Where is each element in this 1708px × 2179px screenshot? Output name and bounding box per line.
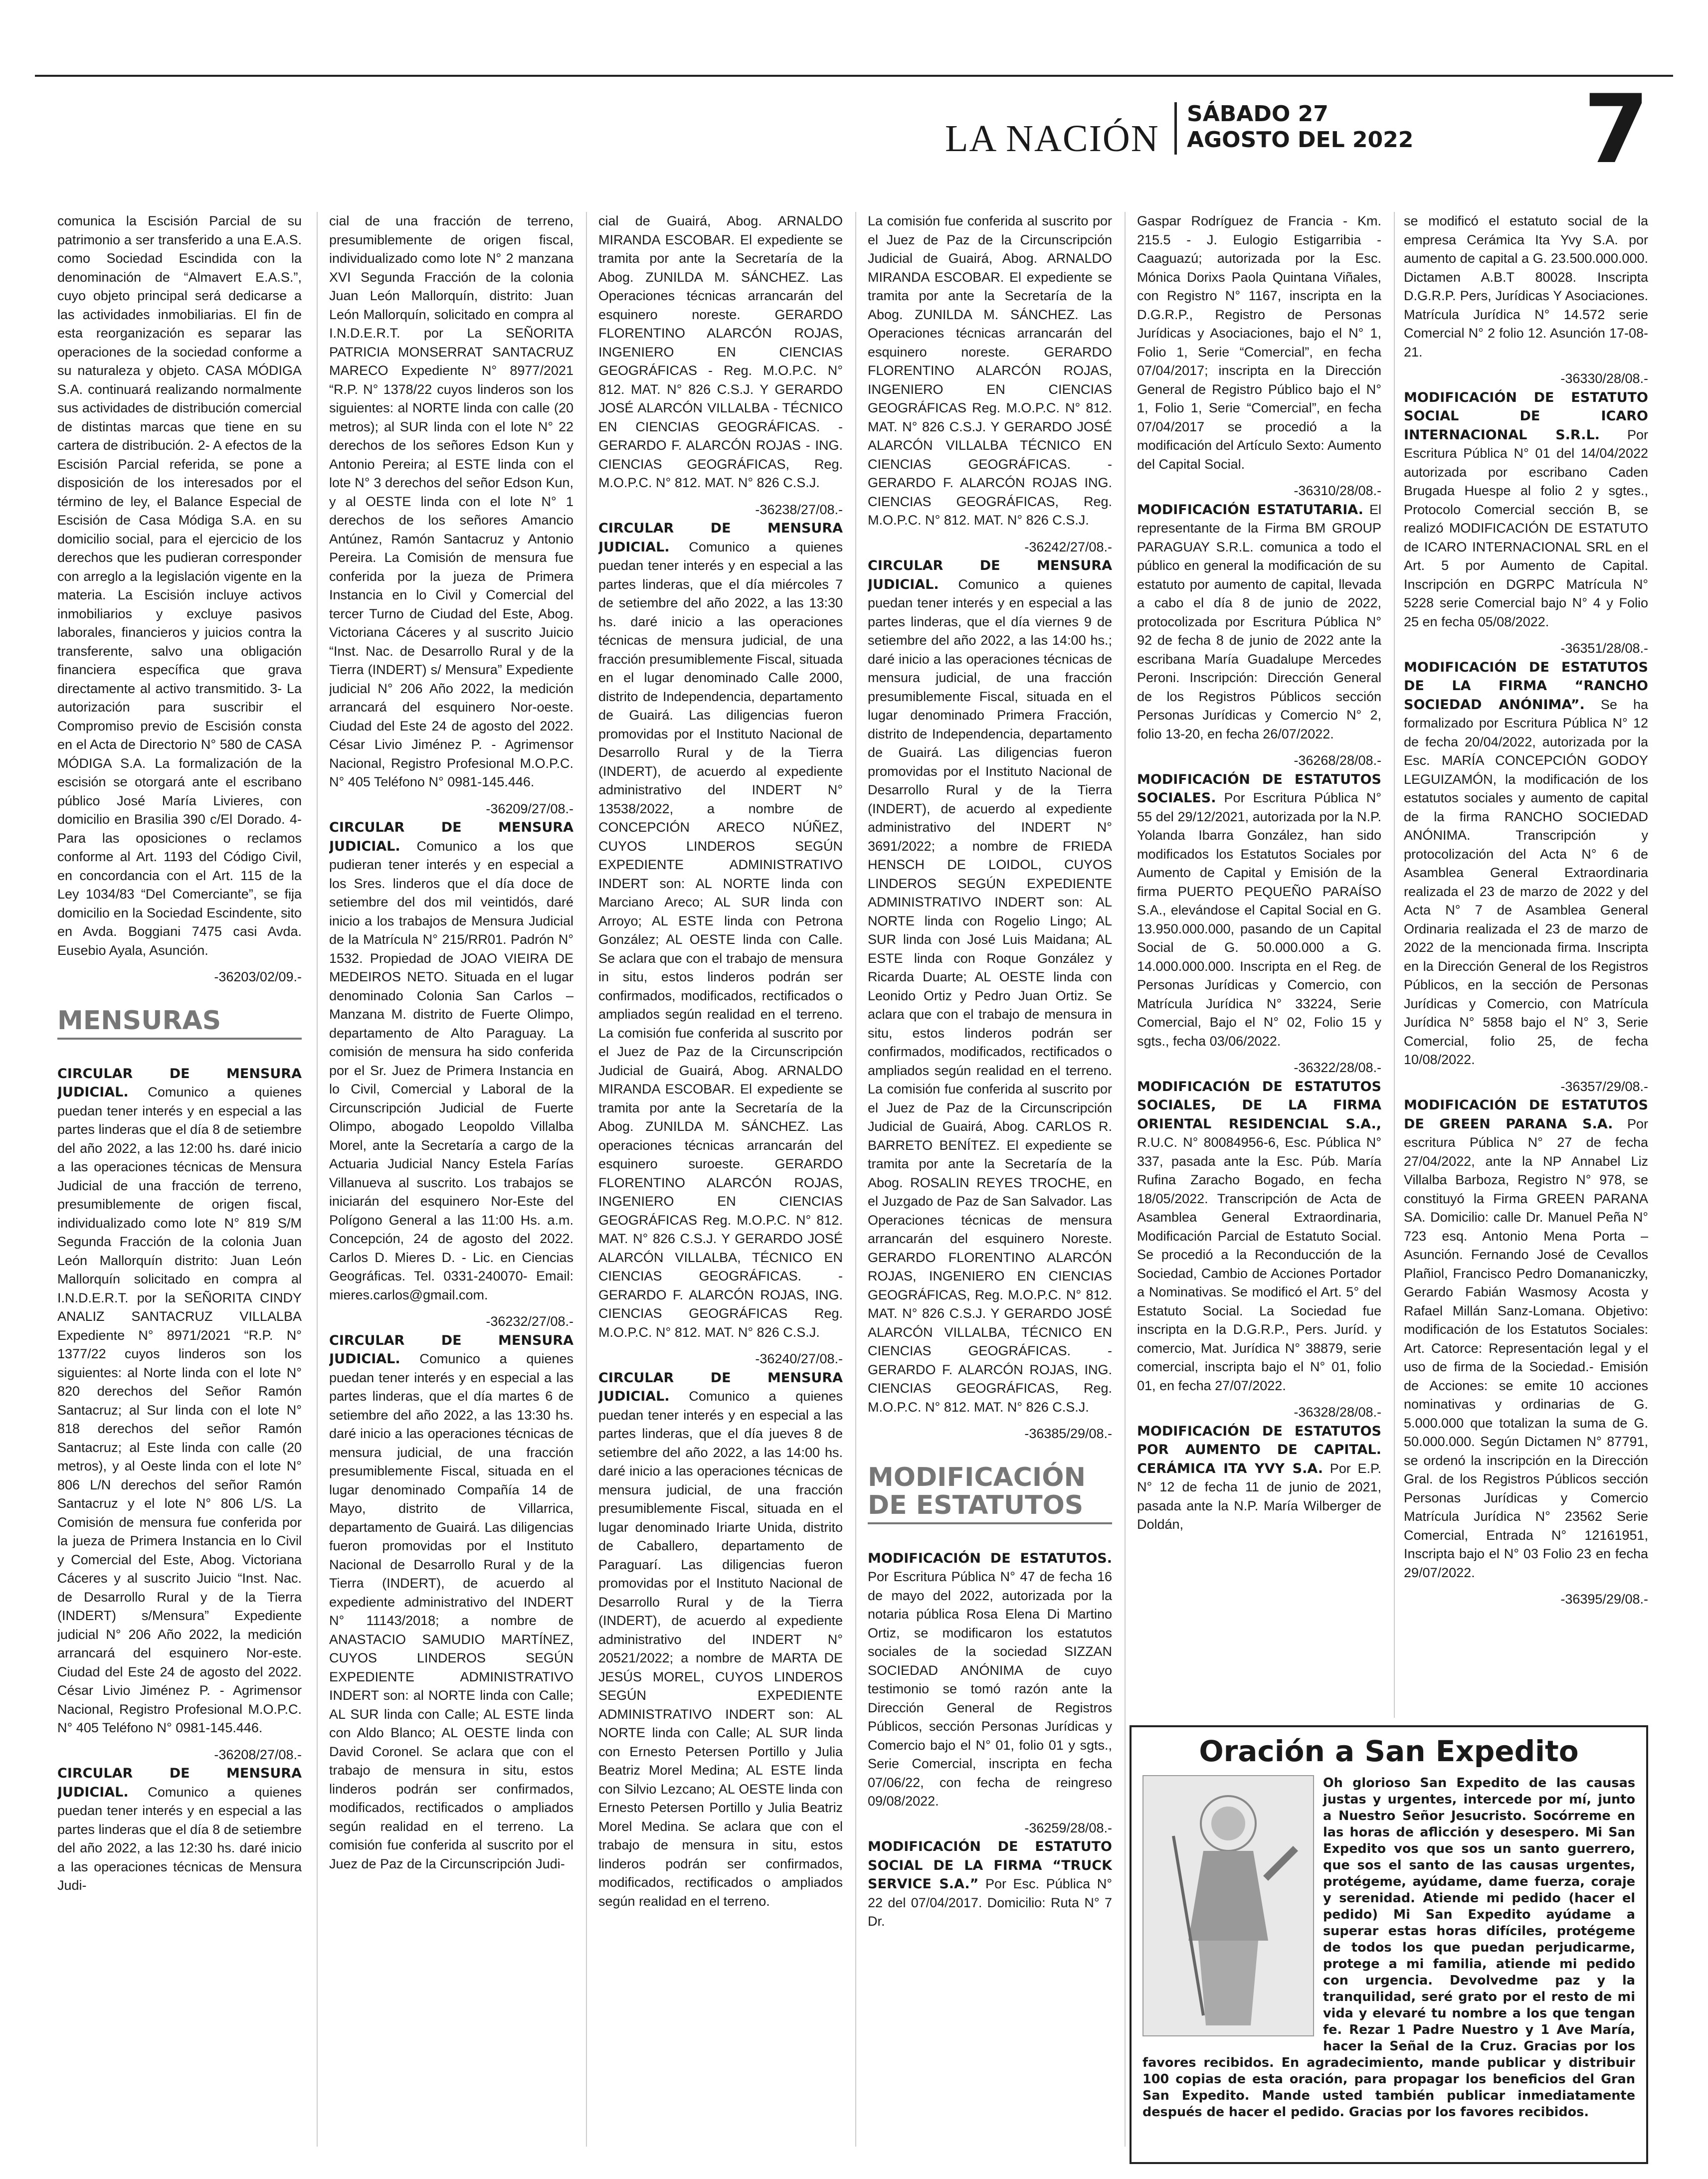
notice-text: Por Escritura Pública N° 55 del 29/12/2021, autorizada por la N.P. Yolanda Ibarra González, han sido modificados los Estatutos Sociales por Aumento de Capital y Emisión de la firma PUERTO PEQUEÑO PARAÍSO S.A., elevándose el Capital Social en G. 13.950.000.000, pasando de un Capital Social de G. 50.000.000 a G. 14.000.000.000. Inscripta en el Reg. de Personas Jurídicas y Comercio, con Matrícula Jurídica N° 33224, Serie Comercial, Bajo el N° 02, Folio 15 y sgts., fecha 03/06/2022. [1137, 790, 1381, 1049]
column-divider [317, 212, 318, 2147]
notice-title: CIRCULAR DE MENSURA JUDICIAL. [868, 558, 1112, 592]
notice-title: MODIFICACIÓN DE ESTATUTOS. [868, 1550, 1112, 1566]
issue-day: SÁBADO 27 [1187, 101, 1328, 127]
section-heading-modificacion-de-estatutos: MODIFICACIÓN DE ESTATUTOS [868, 1463, 1112, 1524]
notice-text: Comunico a quienes puedan tener interés y en especial a las partes linderas, que el día jueves 8 de setiembre del año 2022, a las 14:00 hs. daré inicio a las operaciones técnicas de mensura judicial, de una fracción presumiblemente Fiscal, situada en el lugar denominado Iriarte Unida, distrito de Caballero, departamento de Paraguarí. Las diligencias fueron promovidas por el Instituto Nacional de Desarrollo Rural y de la Tierra (INDERT), de acuerdo al expediente administrativo del INDERT N° 20521/2022; a nombre de MARTA DE JESÚS MOREL, CUYOS LINDEROS SEGÚN EXPEDIENTE ADMINISTRATIVO INDERT son: AL NORTE linda con Calle; AL SUR linda con Ernesto Petersen Portillo y Julia Beatriz Morel Medina; AL ESTE linda con Silvio Lezcano; AL OESTE linda con Ernesto Petersen Portillo y Julia Beatriz Morel Medina. Se aclara que con el trabajo de mensura in situ, estos linderos podrán ser confirmados, modificados, rectificados o ampliados según realidad en el terreno. [598, 1389, 843, 1909]
notice-text: La comisión fue conferida al suscrito por el Juez de Paz de la Circunscripción Judicial de Guairá, Abog. ARNALDO MIRANDA ESCOBAR. El expediente se tramita por ante la Secretaría de la Abog. ZUNILDA M. SÁNCHEZ. Las Operaciones técnicas arrancarán del esquinero noreste. GERARDO FLORENTINO ALARCÓN ROJAS, INGENIERO EN CIENCIAS GEOGRÁFICAS Reg. M.O.P.C. N° 812. MAT. N° 826 C.S.J. Y GERARDO JOSÉ ALARCÓN VILLALBA TÉCNICO EN CIENCIAS GEOGRÁFICAS. - GERARDO F. ALARCÓN ROJAS ING. CIENCIAS GEOGRÁFICAS, Reg. M.O.P.C. N° 812. MAT. N° 826 C.S.J. [868, 213, 1112, 528]
notice-text: cial de Guairá, Abog. ARNALDO MIRANDA ESCOBAR. El expediente se tramita por ante la Secretaría de la Abog. ZUNILDA M. SÁNCHEZ. Las Operaciones técnicas arrancarán del esquinero noreste. GERARDO FLORENTINO ALARCÓN ROJAS, INGENIERO EN CIENCIAS GEOGRÁFICAS - Reg. M.O.P.C. N° 812. MAT. N° 826 C.S.J. Y GERARDO JOSÉ ALARCÓN VILLALBA - TÉCNICO EN CIENCIAS GEOGRÁFICAS. - GERARDO F. ALARCÓN ROJAS - ING. CIENCIAS GEOGRÁFICAS, Reg. M.O.P.C. N° 812. MAT. N° 826 C.S.J. [598, 213, 843, 490]
notice-text: Gaspar Rodríguez de Francia - Km. 215.5 - J. Eulogio Estigarribia - Caaguazú; autorizada por la Esc. Mónica Dorixs Paola Quintana Viñales, con Registro N° 1167, inscripta en la D.G.R.P., Registro de Personas Jurídicas y Asociaciones, bajo el N° 1, Folio 1, Serie “Comercial”, en fecha 07/04/2017; inscripta en la Dirección General de Registro Público bajo el N° 1, Folio 1, Serie “Comercial”, en fecha 07/04/2017 se procedió a la modificación del Artículo Sexto: Aumento del Capital Social. [1137, 213, 1381, 472]
notice-text: Comunico a los que pudieran tener interés y en especial a los Sres. linderos que el día doce de setiembre del dos mil veintidós, daré inicio a los trabajos de Mensura Judicial de la Matrícula N° 215/RR01. Padrón N° 1532. Propiedad de JOAO VIEIRA DE MEDEIROS NETO. Situada en el lugar denominado Colonia San Carlos – Manzana M. distrito de Fuerte Olimpo, departamento de Alto Paraguay. La comisión de mensura ha sido conferida por el Sr. Juez de Primera Instancia en lo Civil, Comercial y Laboral de la Circunscripción Judicial de Fuerte Olimpo, abogado Leopoldo Villalba Morel, ante la Secretaría a cargo de la Actuaria Judicial Nancy Estela Farías Villanueva al suscrito. Los trabajos se iniciarán del esquinero Nor-Este del Polígono General a las 11:00 Hs. a.m. Concepción, 24 de agosto del 2022. Carlos D. Mieres D. - Lic. en Ciencias Geográficas. Tel. 0331-240070- Email: mieres.carlos@gmail.com. [329, 838, 573, 1302]
column-divider [586, 212, 587, 2147]
notice-ref: -36268/28/08.- [1294, 753, 1381, 768]
notice-text: se modificó el estatuto social de la empresa Cerámica Ita Yvy S.A. por aumento de capital a G. 23.500.000.000. Dictamen A.B.T 80028. Inscripta D.G.R.P. Pers, Jurídicas Y Asociaciones. Matrícula Jurídica N° 14.572 serie Comercial N° 2 folio 12. Asunción 17-08-21. [1404, 213, 1648, 360]
column-3 [598, 212, 843, 2147]
notice-text: Comunico a quienes puedan tener interés y en especial a las partes linderas que el día 8 de setiembre del año 2022, a las 12:30 hs. daré inicio a las operaciones técnicas de Mensura Judi- [57, 1784, 302, 1893]
notice-text: R.U.C. N° 80084956-6, Esc. Pública N° 337, pasada ante la Esc. Púb. María Rufina Zaracho Bogado, en fecha 18/05/2022. Transcripción de Acta de Asamblea General Extraordinaria, Modificación Parcial de Estatuto Social. Se procedió a la Reconducción de la Sociedad, Cambio de Acciones Portador a Nominativas. Se modificó el Art. 5° del Estatuto Social. La Sociedad fue inscripta en la D.G.R.P., Pers. Juríd. y comercio, Mat. Jurídica N° 38879, serie comercial, inscripta bajo el N° 01, folio 01, en fecha 27/07/2022. [1137, 1135, 1381, 1393]
notice-ref: -36238/27/08.- [755, 502, 843, 517]
page-number: 7 [1583, 74, 1650, 184]
masthead [0, 74, 1708, 184]
saint-figure-icon [1143, 1776, 1313, 2035]
notice-text: comunica la Escisión Parcial de su patrimonio a ser transferido a una E.A.S. como Sociedad Escindida con la denominación de “Almavert E.A.S.”, cuyo objeto principal será dedicarse a las actividades inmobiliarias. El fin de esta reorganización es separar las operaciones de la sociedad conforme a su naturaleza y objeto. CASA MÓDIGA S.A. continuará realizando normalmente sus actividades de distribución comercial de distintas marcas que tiene en su cartera de distribución. 2- A efectos de la Escisión Parcial referida, se pone a disposición de los interesados por el término de ley, el Balance Especial de Escisión de Casa Módiga S.A. en su domicilio social, para el ejercicio de los derechos que les pudieran corresponder con arreglo a la legislación vigente en la materia. La Escisión incluye activos inmobiliarios y excluye pasivos laborales, financieros y juicios contra la transferente, salvo una obligación financiera específica que grava directamente al activo transmitido. 3- La autorización para suscribir el Compromiso previo de Escisión consta en el Acta de Directorio N° 580 de CASA MÓDIGA S.A. La formalización de la escisión se otorgará ante el escribano público José María Livieres, con domicilio en Brasilia 390 c/El Dorado. 4- Para las oposiciones o reclamos conforme al Art. 1193 del Código Civil, en concordancia con el Art. 115 de la Ley 1034/83 “Del Comerciante”, se fija domicilio en la Sociedad Escindente, sito en Avda. Boggiani 7475 casi Avda. Eusebio Ayala, Asunción. [57, 213, 302, 958]
notice-title: MODIFICACIÓN DE ESTATUTOS DE LA FIRMA “RANCHO SOCIEDAD ANÓNIMA”. [1404, 659, 1648, 713]
notice-ref: -36328/28/08.- [1294, 1405, 1381, 1420]
column-divider [1394, 212, 1395, 1718]
notice-ref: -36385/29/08.- [1024, 1426, 1112, 1441]
newspaper-name: LA NACIÓN [945, 118, 1159, 160]
notice-text: Comunico a quienes puedan tener interés y en especial a las partes linderas, que el día viernes 9 de setiembre del año 2022, a las 14:00 hs.; daré inicio a las operaciones técnicas de mensura judicial, de una fracción presumiblemente Fiscal, situada en el lugar denominado Primera Fracción, distrito de Independencia, departamento de Guairá. Las diligencias fueron promovidas por el Instituto Nacional de Desarrollo Rural y de la Tierra (INDERT), de acuerdo al expediente administrativo del INDERT N° 3691/2022; a nombre de FRIEDA HENSCH DE LOIDOL, CUYOS LINDEROS SEGÚN EXPEDIENTE ADMINISTRATIVO INDERT son: AL NORTE linda con Rogelio Lingo; AL SUR linda con José Luis Maidana; AL ESTE linda con Roque González y Ricarda Duarte; AL OESTE linda con Leonido Ortiz y Pedro Juan Ortiz. Se aclara que con el trabajo de mensura in situ, estos linderos podrán ser confirmados, modificados, rectificados o ampliados según realidad en el terreno. La comisión fue conferida al suscrito por el Juez de Paz de la Circunscripción Judicial de Guairá, Abog. CARLOS R. BARRETO BENÍTEZ. El expediente se tramita por ante la Secretaría de la Abog. ROSALIN REYES TROCHE, en el Juzgado de Paz de San Salvador. Las Operaciones técnicas de mensura arrancarán del esquinero Noreste. GERARDO FLORENTINO ALARCÓN ROJAS, INGENIERO EN CIENCIAS GEOGRÁFICAS, Reg. M.O.P.C. N° 812. MAT. N° 826 C.S.J. Y GERARDO JOSÉ ALARCÓN VILLALBA, TÉCNICO EN CIENCIAS GEOGRÁFICAS. - GERARDO F. ALARCÓN ROJAS, ING. CIENCIAS GEOGRÁFICAS, Reg. M.O.P.C. N° 812. MAT. N° 826 C.S.J. [868, 576, 1112, 1415]
column-4 [868, 212, 1112, 2147]
notice-ref: -36240/27/08.- [755, 1351, 843, 1366]
notice-title: CIRCULAR DE MENSURA JUDICIAL. [329, 820, 573, 854]
issue-month-year: AGOSTO DEL 2022 [1187, 127, 1414, 153]
notice-title: MODIFICACIÓN DE ESTATUTOS SOCIALES, DE LA FIRMA ORIENTAL RESIDENCIAL S.A., [1137, 1079, 1381, 1132]
notice-text: cial de una fracción de terreno, presumiblemente de origen fiscal, individualizado como lote N° 2 manzana XVI Segunda Fracción de la colonia Juan León Mallorquín, distrito: Juan León Mallorquín, solicitado en compra al I.N.D.E.R.T. por La SEÑORITA PATRICIA MONSERRAT SANTACRUZ MARECO Expediente N° 8977/2021 “R.P. N° 1378/22 cuyos linderos son los siguientes: al NORTE linda con calle (20 metros); al SUR linda con el lote N° 22 derechos de los señores Edson Kun y Antonio Pereira; al ESTE linda con el lote N° 3 derechos del señor Edson Kun, y al OESTE linda con el lote N° 1 derechos de los señores Amancio Antúnez, Ramón Santacruz y Antonio Pereira. La Comisión de mensura fue conferida por la jueza de Primera Instancia en lo Civil y Comercial del tercer Turno de Ciudad del Este, Abog. Victoriana Cáceres y al suscrito Juicio “Inst. Nac. de Desarrollo Rural y de la Tierra (INDERT) s/ Mensura” Expediente judicial N° 206 Año 2022, la medición arrancará del esquinero Nor-oeste. Ciudad del Este 24 de agosto del 2022. César Livio Jiménez P. - Agrimensor Nacional, Registro Profesional M.O.P.C. N° 405 Teléfono N° 0981-145.446. [329, 213, 573, 789]
notice-text: Por escritura Pública N° 27 de fecha 27/04/2022, ante la NP Annabel Liz Villalba Barboza, Registro N° 978, se constituyó la Firma GREEN PARANA SA. Domicilio: calle Dr. Manuel Peña N° 723 esq. Antonio Mena Porta – Asunción. Fernando José de Cevallos Plañiol, Francisco Pedro Domananiczky, Gerardo Fabián Wasmosy Acosta y Rafael Millán Sanz-Lomana. Objetivo: modificación de los Estatutos Sociales: Art. Catorce: Representación legal y el uso de firma de la Sociedad.- Emisión de Acciones: se emite 10 acciones nominativas y ordinarias de G. 5.000.000 que totalizan la suma de G. 50.000.000. Según Dictamen N° 87791, se ordenó la inscripción en la Dirección Gral. de los Registros Públicos sección Personas Jurídicas y Comercio Matrícula Jurídica N° 23562 Serie Comercial, Entrada N° 12161951, Inscripta bajo el N° 03 Folio 23 en fecha 29/07/2022. [1404, 1116, 1648, 1580]
notice-title: CIRCULAR DE MENSURA JUDICIAL. [329, 1332, 573, 1367]
notice-text: Por Escritura Pública N° 01 del 14/04/2022 autorizada por escribano Caden Brugada Huespe al folio 2 y sgtes., Protocolo Comercial sección B, se realizó MODIFICACIÓN DE ESTATUTO de ICARO INTERNACIONAL SRL en el Art. 5 por Aumento de Capital. Inscripción en DGRPC Matrícula N° 5228 serie Comercial bajo N° 4 y Folio 25 en fecha 05/08/2022. [1404, 427, 1648, 629]
column-2 [329, 212, 573, 2147]
oracion-text: Oh glorioso San Expedito de las causas justas y urgentes, intercede por mí, junto a Nuestro Señor Jesucristo. Socórreme en las horas de aflicción y desespero. Mi San Expedito vos que sos un santo guerrero, que sos el santo de las causas urgentes, protégeme, ayúdame, dame fuerza, coraje y serenidad. Atiende mi pedido (hacer el pedido) Mi San Expedito ayúdame a superar estas horas difíciles, protégeme de todos los que puedan perjudicarme, protege a mi familia, atiende mi pedido con urgencia. Devolvedme paz y la tranquilidad, seré grato por el resto de mi vida y elevaré tu nombre a los que tengan fe. Rezar 1 Padre Nuestro y 1 Ave María, hacer la Señal de la Cruz. Gracias por los favores recibidos. En agradecimiento, mande publicar y distribuir 100 copias de esta oración, para propagar los beneficios del Gran San Expedito. Mande usted también publicar inmediatamente después de hacer el pedido. Gracias por los favores recibidos. [1142, 1776, 1635, 2120]
notice-text: El representante de la Firma BM GROUP PARAGUAY S.R.L. comunica a todo el público en general la modificación de su estatuto por aumento de capital, llevada a cabo el día 8 de junio de 2022, protocolizada por Escritura Pública N° 92 de fecha 8 de junio de 2022 ante la escribana María Guadalupe Mercedes Peroni. Inscripción: Dirección General de los Registros Públicos sección Personas Jurídicas y Comercio N° 2, folio 13-20, en fecha 26/07/2022. [1137, 502, 1381, 741]
notice-ref: -36203/02/09.- [214, 969, 302, 984]
notice-title: MODIFICACIÓN DE ESTATUTOS DE GREEN PARANA S.A. [1404, 1097, 1648, 1132]
notice-ref: -36322/28/08.- [1294, 1060, 1381, 1075]
masthead-divider [1174, 102, 1177, 155]
notice-ref: -36357/29/08.- [1560, 1079, 1648, 1094]
notice-ref: -36209/27/08.- [486, 801, 573, 816]
notice-ref: -36259/28/08.- [1024, 1820, 1112, 1835]
notice-text: Comunico a quienes puedan tener interés y en especial a las partes linderas que el día 8 de setiembre del año 2022, a las 12:00 hs. daré inicio a las operaciones técnicas de Mensura Judicial de una fracción de terreno, presumiblemente de origen fiscal, individualizado como lote N° 819 S/M Segunda Fracción de la colonia Juan León Mallorquín distrito: Juan León Mallorquín solicitado en compra al I.N.D.E.R.T. por la SEÑORITA CINDY ANALIZ SANTACRUZ VILLALBA Expediente N° 8971/2021 “R.P. N° 1377/22 cuyos linderos son los siguientes: al Norte linda con el lote N° 820 derechos del Señor Ramón Santacruz; al Sur linda con el lote N° 818 derechos del señor Ramón Santacruz; al Este linda con calle (20 metros), y al Oeste linda con el lote N° 806 L/N derechos del señor Ramón Santacruz y el lote N° 806 L/S. La Comisión de mensura fue conferida por la jueza de Primera Instancia en lo Civil y Comercial del Este, Abog. Victoriana Cáceres y al suscrito Juicio “Inst. Nac. de Desarrollo Rural y de la Tierra (INDERT) s/Mensura” Expediente judicial N° 206 Año 2022, la medición arrancará del esquinero Nor-este. Ciudad del Este 24 de agosto del 2022. César Livio Jiménez P. - Agrimensor Nacional, Registro Profesional M.O.P.C. N° 405 Teléfono N° 0981-145.446. [57, 1085, 302, 1735]
san-expedito-image [1142, 1775, 1314, 2036]
column-6 [1404, 212, 1648, 1718]
top-rule [35, 75, 1673, 77]
notice-text: Comunico a quienes puedan tener interés y en especial a las partes linderas, que el día martes 6 de setiembre del año 2022, a las 13:30 hs. daré inicio a las operaciones técnicas de mensura judicial, de una fracción presumiblemente Fiscal, situada en el lugar denominado Compañía 14 de Mayo, distrito de Villarrica, departamento de Guairá. Las diligencias fueron promovidas por el Instituto Nacional de Desarrollo Rural y de la Tierra (INDERT), de acuerdo al expediente administrativo del INDERT N° 11143/2018; a nombre de ANASTACIO SAMUDIO MARTÍNEZ, CUYOS LINDEROS SEGÚN EXPEDIENTE ADMINISTRATIVO INDERT son: al NORTE linda con Calle; AL SUR linda con Calle; AL ESTE linda con Aldo Blanco; AL OESTE linda con David Coronel. Se aclara que con el trabajo de mensura in situ, estos linderos podrán ser confirmados, modificados, rectificados o ampliados según realidad en el terreno. La comisión fue conferida al suscrito por el Juez de Paz de la Circunscripción Judi- [329, 1351, 573, 1871]
notice-title: CIRCULAR DE MENSURA JUDICIAL. [57, 1066, 302, 1100]
notice-ref: -36232/27/08.- [486, 1314, 573, 1329]
notice-title: CIRCULAR DE MENSURA JUDICIAL. [57, 1766, 302, 1800]
notice-title: CIRCULAR DE MENSURA JUDICIAL. [598, 521, 843, 555]
notice-ref: -36310/28/08.- [1294, 483, 1381, 498]
notice-text: Por Escritura Pública N° 47 de fecha 16 de mayo del 2022, autorizada por la notaria pública Rosa Elena Di Martino Ortiz, se modificaron los estatutos sociales de la sociedad SIZZAN SOCIEDAD ANÓNIMA de cuyo testimonio se tomó razón ante la Dirección General de Registros Públicos, sección Personas Jurídicas y Comercio bajo el N° 01, folio 01 y sgts., Serie Comercial, inscripta en fecha 07/06/22, con fecha de reingreso 09/08/2022. [868, 1569, 1112, 1809]
notice-title: MODIFICACIÓN DE ESTATUTOS SOCIALES. [1137, 771, 1381, 806]
notice-title: MODIFICACIÓN ESTATUTARIA. [1137, 502, 1363, 518]
notice-ref: -36330/28/08.- [1560, 371, 1648, 386]
notice-title: MODIFICACIÓN DE ESTATUTO SOCIAL DE ICARO INTERNACIONAL S.R.L. [1404, 389, 1648, 443]
notice-text: Por Esc. Pública N° 22 del 07/04/2017. Domicilio: Ruta N° 7 Dr. [868, 1876, 1112, 1929]
column-1 [57, 212, 302, 2147]
notice-text: Se ha formalizado por Escritura Pública N° 12 de fecha 20/04/2022, autorizada por la Esc. MARÍA CONCEPCIÓN GODOY LEGUIZAMÓN, la modificación de los estatutos sociales y aumento de capital de la firma RANCHO SOCIEDAD ANÓNIMA. Transcripción y protocolización del Acta N° 6 de Asamblea General Extraordinaria realizada el 23 de marzo de 2022 y del Acta N° 7 de Asamblea General Ordinaria realizada el 23 de marzo de 2022 de la mencionada firma. Inscripta en la Dirección General de los Registros Públicos, en la sección de Personas Jurídicas y Comercio, con Matrícula Jurídica N° 5858 bajo el N° 3, Serie Comercial, folio 25, de fecha 10/08/2022. [1404, 697, 1648, 1067]
notice-ref: -36351/28/08.- [1560, 641, 1648, 656]
column-5 [1137, 212, 1381, 1718]
notice-ref: -36208/27/08.- [214, 1747, 302, 1762]
notice-title: CIRCULAR DE MENSURA JUDICIAL. [598, 1370, 843, 1404]
section-heading-mensuras: MENSURAS [57, 1007, 302, 1040]
issue-date [1187, 101, 1413, 153]
notice-title: MODIFICACIÓN DE ESTATUTOS POR AUMENTO DE CAPITAL. CERÁMICA ITA YVY S.A. [1137, 1423, 1381, 1476]
notice-title: MODIFICACIÓN DE ESTATUTO SOCIAL DE LA FIRMA “TRUCK SERVICE S.A.” [868, 1839, 1112, 1892]
column-divider [855, 212, 856, 2147]
notice-text: Por E.P. N° 12 de fecha 11 de junio de 2021, pasada ante la N.P. María Wilberger de Doldán, [1137, 1460, 1381, 1532]
column-divider [1125, 212, 1126, 2147]
oracion-title: Oración a San Expedito [1199, 1734, 1579, 1768]
oracion-san-expedito-box [1130, 1725, 1648, 2164]
notice-ref: -36395/29/08.- [1560, 1592, 1648, 1607]
notice-ref: -36242/27/08.- [1024, 539, 1112, 554]
notice-text: Comunico a quienes puedan tener interés y en especial a las partes linderas, que el día miércoles 7 de setiembre del año 2022, a las 13:30 hs. daré inicio a las operaciones técnicas de mensura judicial, de una fracción presumiblemente Fiscal, situada en el lugar denominado Calle 2000, distrito de Independencia, departamento de Guairá. Las diligencias fueron promovidas por el Instituto Nacional de Desarrollo Rural y de la Tierra (INDERT), de acuerdo al expediente administrativo del INDERT N° 13538/2022, a nombre de CONCEPCIÓN ARECO NÚÑEZ, CUYOS LINDEROS SEGÚN EXPEDIENTE ADMINISTRATIVO INDERT son: AL NORTE linda con Marciano Areco; AL SUR linda con Arroyo; AL ESTE linda con Petrona González; AL OESTE linda con Calle. Se aclara que con el trabajo de mensura in situ, estos linderos podrán ser confirmados, modificados, rectificados o ampliados según realidad en el terreno. La comisión fue conferida al suscrito por el Juez de Paz de la Circunscripción Judicial de Guairá, Abog. ARNALDO MIRANDA ESCOBAR. El expediente se tramita por ante la Secretaría de la Abog. ZUNILDA M. SÁNCHEZ. Las operaciones técnicas arrancarán del esquinero suroeste. GERARDO FLORENTINO ALARCÓN ROJAS, INGENIERO EN CIENCIAS GEOGRÁFICAS Reg. M.O.P.C. N° 812. MAT. N° 826 C.S.J. Y GERARDO JOSÉ ALARCÓN VILLALBA, TÉCNICO EN CIENCIAS GEOGRÁFICAS. - GERARDO F. ALARCÓN ROJAS, ING. CIENCIAS GEOGRÁFICAS Reg. M.O.P.C. N° 812. MAT. N° 826 C.S.J. [598, 539, 843, 1340]
